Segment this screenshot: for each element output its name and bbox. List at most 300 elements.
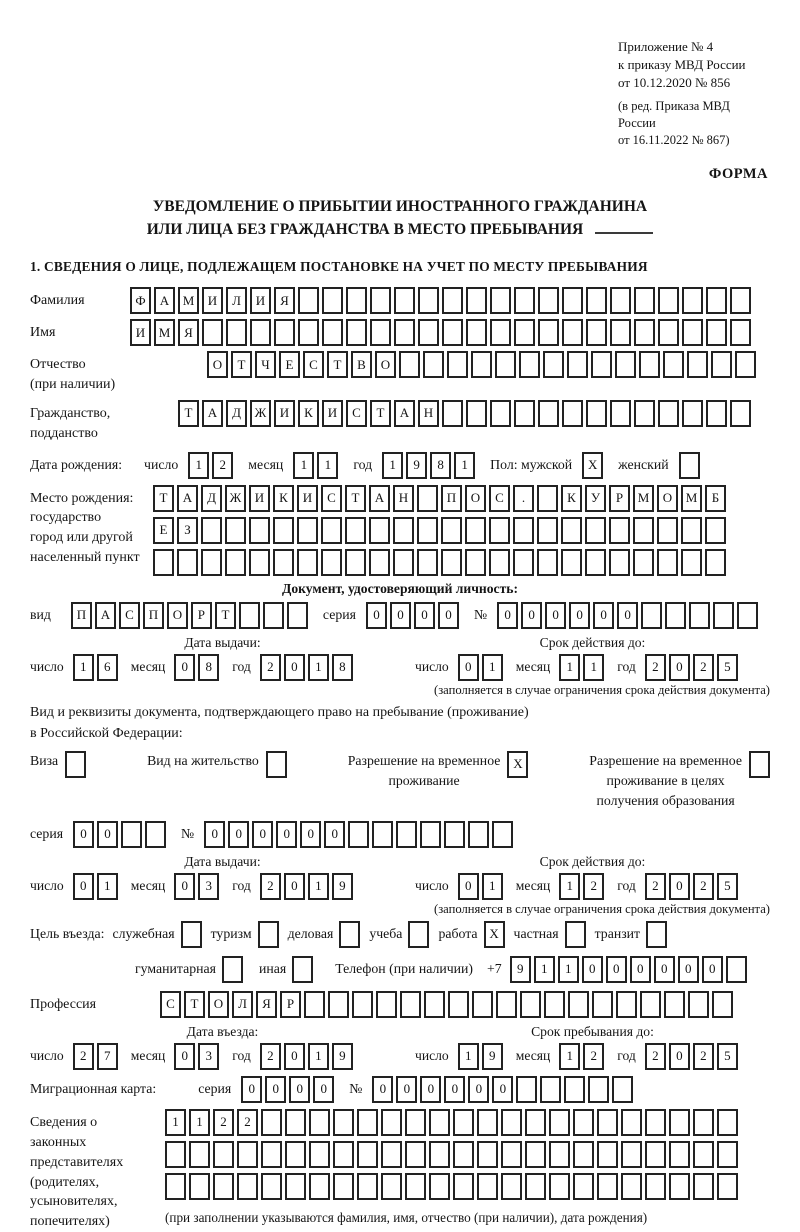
char-cell	[591, 351, 612, 378]
char-cell	[610, 287, 631, 314]
option-temp-residence-education	[589, 751, 770, 811]
char-cell	[658, 319, 679, 346]
char-cell: С	[321, 485, 342, 512]
char-cell	[712, 991, 733, 1018]
representatives-label-line: Сведения о	[30, 1114, 98, 1130]
purpose-option-box	[559, 921, 586, 948]
char-cell: 1	[583, 654, 604, 681]
char-cell	[492, 821, 513, 848]
birthplace-cells-block	[153, 485, 729, 576]
char-cell	[682, 287, 703, 314]
char-cell: 0	[97, 821, 118, 848]
char-cell: И	[250, 287, 271, 314]
purpose-option-delovaya	[288, 921, 361, 948]
resdoc-issue-line	[30, 873, 415, 900]
iddoc-vid-label: вид	[30, 607, 51, 623]
char-cell: 0	[444, 1076, 465, 1103]
day-label: число	[30, 1048, 64, 1064]
char-cell: К	[561, 485, 582, 512]
form-title	[30, 195, 770, 242]
char-cell: С	[119, 602, 140, 629]
char-cell: 0	[241, 1076, 262, 1103]
iddoc-series-label: серия	[322, 607, 356, 623]
char-cell	[641, 602, 662, 629]
migration-number-label: №	[349, 1081, 363, 1097]
option-visa-label: Виза	[30, 752, 59, 768]
char-cell	[616, 991, 637, 1018]
char-cell: 0	[289, 1076, 310, 1103]
char-cell	[145, 821, 166, 848]
entry-date-line	[30, 1043, 415, 1070]
char-cell	[669, 1173, 690, 1200]
citizenship-label-line1: Гражданство,	[30, 405, 111, 421]
patronymic-label	[30, 351, 207, 395]
char-cell	[639, 351, 660, 378]
char-cell: 2	[583, 873, 604, 900]
char-cell: 8	[332, 654, 353, 681]
char-cell	[237, 1173, 258, 1200]
option-residence-permit-box	[259, 751, 287, 778]
char-cell: 0	[252, 821, 273, 848]
char-cell	[453, 1109, 474, 1136]
char-cell: И	[249, 485, 270, 512]
amendment-line: от 16.11.2022 № 867)	[618, 133, 730, 148]
char-cell	[465, 517, 486, 544]
migration-card-row	[30, 1076, 770, 1103]
amendment-line: (в ред. Приказа МВД России	[618, 98, 730, 131]
char-cell	[597, 1109, 618, 1136]
option-temp-residence	[348, 751, 529, 791]
birthplace-row2-cells	[153, 517, 729, 544]
char-cell	[181, 921, 202, 948]
month-label: месяц	[515, 659, 551, 675]
char-cell: 0	[593, 602, 614, 629]
representatives-note: (при заполнении указываются фамилия, имя, отчество (при наличии), дата рождения)	[165, 1209, 648, 1225]
purpose-option-box	[478, 921, 505, 948]
purpose-option-label: иная	[258, 961, 287, 977]
char-cell	[658, 287, 679, 314]
char-cell: 0	[73, 873, 94, 900]
char-cell	[396, 821, 417, 848]
iddoc-type-row	[30, 602, 770, 629]
char-cell: 5	[717, 1043, 738, 1070]
char-cell: 1	[73, 654, 94, 681]
char-cell	[418, 319, 439, 346]
char-cell: 1	[165, 1109, 186, 1136]
char-cell	[189, 1141, 210, 1168]
char-cell: 0	[366, 602, 387, 629]
char-cell: 0	[497, 602, 518, 629]
month-label: месяц	[130, 659, 166, 675]
char-cell: 8	[198, 654, 219, 681]
char-cell: 0	[702, 956, 723, 983]
char-cell: 2	[260, 873, 281, 900]
form-title-line1: УВЕДОМЛЕНИЕ О ПРИБЫТИИ ИНОСТРАННОГО ГРАЖДАНИНА	[152, 197, 648, 215]
char-cell: 3	[198, 873, 219, 900]
citizenship-row	[30, 400, 770, 444]
char-cell: 9	[406, 452, 427, 479]
char-cell: И	[274, 400, 295, 427]
char-cell	[514, 287, 535, 314]
iddoc-series-cells	[366, 602, 462, 629]
day-label: число	[415, 878, 449, 894]
purpose-option-turizm	[211, 921, 279, 948]
char-cell	[273, 517, 294, 544]
iddoc-heading: Документ, удостоверяющий личность:	[282, 580, 518, 596]
char-cell	[213, 1141, 234, 1168]
char-cell	[537, 485, 558, 512]
char-cell: О	[375, 351, 396, 378]
char-cell	[357, 1173, 378, 1200]
resdoc-options-row	[30, 751, 770, 811]
birthdate-row	[30, 452, 770, 479]
phone-prefix: +7	[487, 961, 502, 977]
char-cell	[339, 921, 360, 948]
char-cell: 1	[188, 452, 209, 479]
char-cell	[370, 287, 391, 314]
char-cell	[429, 1109, 450, 1136]
char-cell	[399, 351, 420, 378]
char-cell	[261, 1141, 282, 1168]
char-cell	[713, 602, 734, 629]
char-cell	[519, 351, 540, 378]
char-cell	[408, 921, 429, 948]
char-cell	[345, 549, 366, 576]
char-cell	[565, 921, 586, 948]
purpose-option-tranzit	[595, 921, 667, 948]
stay-until-col	[415, 1024, 770, 1070]
citizenship-label	[30, 400, 178, 444]
entry-month-cells	[174, 1043, 222, 1070]
citizenship-cells	[178, 400, 754, 427]
char-cell: 0	[606, 956, 627, 983]
char-cell: 0	[545, 602, 566, 629]
char-cell	[285, 1173, 306, 1200]
birthplace-block	[30, 485, 770, 576]
resdoc-dates	[30, 854, 770, 917]
char-cell	[681, 517, 702, 544]
char-cell	[429, 1141, 450, 1168]
char-cell: 9	[510, 956, 531, 983]
char-cell	[693, 1173, 714, 1200]
char-cell	[418, 287, 439, 314]
char-cell: 0	[669, 1043, 690, 1070]
char-cell	[477, 1109, 498, 1136]
char-cell	[490, 287, 511, 314]
char-cell	[348, 821, 369, 848]
char-cell	[562, 400, 583, 427]
char-cell	[226, 319, 247, 346]
name-row	[30, 319, 770, 346]
char-cell	[189, 1173, 210, 1200]
iddoc-dates	[30, 635, 770, 698]
char-cell: Ф	[130, 287, 151, 314]
char-cell: Т	[345, 485, 366, 512]
phone-label: Телефон (при наличии)	[335, 961, 474, 977]
char-cell: Т	[231, 351, 252, 378]
char-cell	[393, 517, 414, 544]
char-cell: 0	[372, 1076, 393, 1103]
stay-until-line	[415, 1043, 770, 1070]
char-cell: И	[202, 287, 223, 314]
char-cell: 1	[534, 956, 555, 983]
char-cell	[706, 319, 727, 346]
day-label: число	[30, 659, 64, 675]
char-cell: К	[273, 485, 294, 512]
char-cell	[573, 1141, 594, 1168]
char-cell	[514, 319, 535, 346]
char-cell	[258, 921, 279, 948]
char-cell	[468, 821, 489, 848]
char-cell	[664, 991, 685, 1018]
char-cell: 1	[293, 452, 314, 479]
char-cell: С	[346, 400, 367, 427]
char-cell	[417, 549, 438, 576]
char-cell	[441, 549, 462, 576]
char-cell: X	[507, 751, 528, 778]
resdoc-intro	[30, 702, 770, 745]
char-cell	[586, 287, 607, 314]
char-cell	[621, 1173, 642, 1200]
char-cell	[688, 991, 709, 1018]
char-cell	[646, 921, 667, 948]
char-cell: 1	[454, 452, 475, 479]
char-cell	[453, 1141, 474, 1168]
char-cell	[177, 549, 198, 576]
char-cell	[705, 549, 726, 576]
char-cell: 0	[174, 654, 195, 681]
char-cell: Д	[201, 485, 222, 512]
option-temp-residence-label	[348, 751, 501, 791]
year-label: год	[617, 659, 636, 675]
char-cell	[525, 1141, 546, 1168]
char-cell	[372, 821, 393, 848]
char-cell	[370, 319, 391, 346]
char-cell	[297, 517, 318, 544]
purpose-option-label: туризм	[210, 926, 252, 942]
char-cell: Р	[191, 602, 212, 629]
char-cell	[447, 351, 468, 378]
char-cell	[573, 1173, 594, 1200]
purpose-option-box	[333, 921, 360, 948]
month-label: месяц	[515, 878, 551, 894]
char-cell	[610, 400, 631, 427]
iddoc-number-label: №	[473, 607, 488, 623]
char-cell	[705, 517, 726, 544]
char-cell: 2	[645, 1043, 666, 1070]
char-cell: Т	[178, 400, 199, 427]
char-cell	[309, 1141, 330, 1168]
option-temp-residence-education-line3: получения образования	[596, 792, 735, 808]
char-cell	[689, 602, 710, 629]
representatives-row3-cells	[165, 1173, 741, 1200]
iddoc-valid-month-cells	[559, 654, 607, 681]
char-cell	[225, 549, 246, 576]
char-cell: 0	[313, 1076, 334, 1103]
char-cell: 2	[237, 1109, 258, 1136]
char-cell: 0	[414, 602, 435, 629]
char-cell: X	[582, 452, 603, 479]
year-label: год	[232, 878, 251, 894]
char-cell	[730, 400, 751, 427]
char-cell	[394, 319, 415, 346]
char-cell: И	[297, 485, 318, 512]
char-cell: 0	[468, 1076, 489, 1103]
phone-digit-cells	[510, 956, 750, 983]
char-cell	[405, 1141, 426, 1168]
char-cell: О	[207, 351, 228, 378]
char-cell	[201, 549, 222, 576]
char-cell	[568, 991, 589, 1018]
char-cell: А	[95, 602, 116, 629]
representatives-block	[30, 1109, 770, 1232]
char-cell	[586, 319, 607, 346]
char-cell: 5	[717, 654, 738, 681]
char-cell	[393, 549, 414, 576]
char-cell	[202, 319, 223, 346]
resdoc-issue-col	[30, 854, 415, 917]
char-cell	[249, 549, 270, 576]
iddoc-issue-year-cells	[260, 654, 356, 681]
patronymic-label-line1: Отчество	[30, 357, 86, 373]
migration-number-cells	[372, 1076, 636, 1103]
iddoc-issue-line	[30, 654, 415, 681]
name-label: Имя	[30, 325, 56, 341]
day-label: число	[415, 1048, 449, 1064]
option-temp-residence-box	[500, 751, 528, 778]
char-cell	[585, 549, 606, 576]
char-cell	[730, 319, 751, 346]
char-cell: 0	[276, 821, 297, 848]
char-cell	[682, 400, 703, 427]
char-cell	[153, 549, 174, 576]
char-cell	[681, 549, 702, 576]
char-cell: 9	[332, 873, 353, 900]
year-label: год	[617, 878, 636, 894]
day-label: число	[415, 659, 449, 675]
char-cell	[417, 517, 438, 544]
char-cell	[525, 1173, 546, 1200]
char-cell: Л	[232, 991, 253, 1018]
char-cell	[562, 319, 583, 346]
char-cell: 0	[458, 873, 479, 900]
char-cell	[538, 400, 559, 427]
char-cell: 2	[212, 452, 233, 479]
purpose-option-label: деловая	[287, 926, 334, 942]
char-cell: Н	[418, 400, 439, 427]
char-cell	[165, 1173, 186, 1200]
char-cell	[573, 1109, 594, 1136]
char-cell	[737, 602, 758, 629]
surname-label: Фамилия	[30, 293, 85, 309]
char-cell	[285, 1141, 306, 1168]
birthplace-label-line: государство	[30, 510, 102, 526]
char-cell	[417, 485, 438, 512]
representatives-cells-block	[165, 1109, 741, 1226]
char-cell	[471, 351, 492, 378]
purpose-row-2	[135, 956, 770, 983]
char-cell	[665, 602, 686, 629]
char-cell: 0	[654, 956, 675, 983]
char-cell	[562, 287, 583, 314]
resdoc-number-label: №	[181, 826, 195, 842]
char-cell	[717, 1141, 738, 1168]
char-cell: 0	[228, 821, 249, 848]
char-cell	[65, 751, 86, 778]
char-cell	[657, 517, 678, 544]
char-cell: Ж	[225, 485, 246, 512]
char-cell	[669, 1141, 690, 1168]
purpose-label: Цель въезда:	[30, 926, 105, 942]
birthplace-row1-cells	[153, 485, 729, 512]
char-cell: 0	[669, 654, 690, 681]
char-cell: Ж	[250, 400, 271, 427]
resdoc-valid-col	[415, 854, 770, 917]
char-cell: Я	[256, 991, 277, 1018]
name-cells	[130, 319, 754, 346]
char-cell	[333, 1173, 354, 1200]
reference-block	[618, 38, 770, 150]
char-cell	[321, 517, 342, 544]
purpose-option-label: служебная	[112, 926, 175, 942]
char-cell: 1	[558, 956, 579, 983]
char-cell	[424, 991, 445, 1018]
char-cell	[490, 319, 511, 346]
char-cell	[261, 1173, 282, 1200]
char-cell	[394, 287, 415, 314]
char-cell: 1	[189, 1109, 210, 1136]
profession-row	[30, 991, 770, 1018]
char-cell	[501, 1173, 522, 1200]
resdoc-valid-line	[415, 873, 770, 900]
char-cell	[588, 1076, 609, 1103]
char-cell: 2	[583, 1043, 604, 1070]
char-cell	[586, 400, 607, 427]
char-cell	[711, 351, 732, 378]
char-cell	[490, 400, 511, 427]
month-label: месяц	[515, 1048, 551, 1064]
char-cell	[263, 602, 284, 629]
day-label: число	[144, 457, 179, 473]
migration-series-cells	[241, 1076, 337, 1103]
iddoc-valid-line	[415, 654, 770, 681]
char-cell: И	[322, 400, 343, 427]
char-cell: П	[71, 602, 92, 629]
char-cell	[274, 319, 295, 346]
char-cell: 1	[308, 654, 329, 681]
char-cell: 0	[284, 873, 305, 900]
char-cell: 1	[308, 1043, 329, 1070]
iddoc-issue-col	[30, 635, 415, 698]
char-cell	[121, 821, 142, 848]
char-cell: 3	[198, 1043, 219, 1070]
char-cell: П	[143, 602, 164, 629]
char-cell	[597, 1141, 618, 1168]
char-cell	[693, 1141, 714, 1168]
char-cell: 0	[174, 873, 195, 900]
surname-cells	[130, 287, 754, 314]
entry-date-col	[30, 1024, 415, 1070]
resdoc-series-row	[30, 821, 770, 848]
iddoc-valid-head: Срок действия до:	[539, 634, 646, 650]
char-cell: Л	[226, 287, 247, 314]
char-cell	[466, 319, 487, 346]
char-cell: 1	[97, 873, 118, 900]
char-cell	[239, 602, 260, 629]
char-cell	[706, 400, 727, 427]
char-cell	[682, 319, 703, 346]
char-cell: П	[441, 485, 462, 512]
